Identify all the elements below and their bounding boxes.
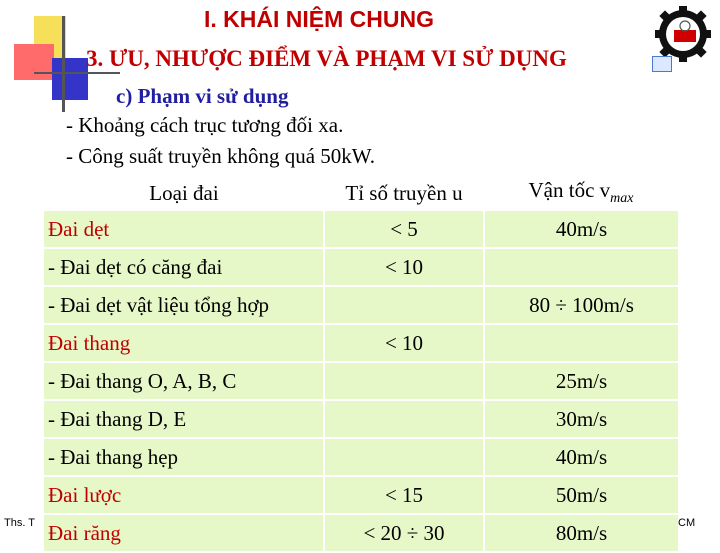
corner-horizontal-line (34, 72, 120, 74)
cell-ratio: < 5 (324, 211, 484, 248)
cell-ratio (324, 400, 484, 438)
small-book-icon (652, 56, 672, 72)
table-row (44, 438, 678, 476)
cell-ratio (324, 438, 484, 476)
cell-velocity: 80 ÷ 100m/s (484, 286, 678, 324)
cell-ratio: < 20 ÷ 30 (324, 514, 484, 552)
cell-ratio (324, 362, 484, 400)
cell-type: Đai lược (44, 476, 324, 514)
cell-type: - Đai dẹt vật liệu tổng hợp (44, 286, 324, 324)
table-header-row (44, 175, 678, 211)
cell-type: - Đai thang hẹp (44, 438, 324, 476)
cell-velocity: 80m/s (484, 514, 678, 552)
header-velocity (484, 175, 678, 211)
cell-velocity (484, 248, 678, 286)
cell-velocity: 25m/s (484, 362, 678, 400)
corner-red-square (14, 44, 54, 80)
header-velocity-subscript: max (610, 191, 634, 207)
table-row (44, 514, 678, 552)
corner-vertical-line (62, 16, 65, 112)
footer-left-text: Ths. T (4, 517, 35, 529)
cell-type: Đai dẹt (44, 211, 324, 248)
table-row (44, 211, 678, 248)
cell-type: - Đai thang D, E (44, 400, 324, 438)
table-row (44, 248, 678, 286)
header-ratio: Tỉ số truyền u (324, 175, 484, 211)
footer-right-text: CM (678, 517, 696, 529)
cell-ratio: < 10 (324, 248, 484, 286)
cell-type: - Đai dẹt có căng đai (44, 248, 324, 286)
header-velocity-label: Vận tốc v (528, 178, 611, 203)
table-row (44, 476, 678, 514)
table-row (44, 324, 678, 362)
subsection-heading: c) Phạm vi sử dụng (116, 84, 289, 108)
table-row (44, 400, 678, 438)
cell-type: Đai thang (44, 324, 324, 362)
header-belt-type: Loại đai (44, 175, 324, 211)
cell-ratio (324, 286, 484, 324)
cell-ratio: < 15 (324, 476, 484, 514)
bullet-power: - Công suất truyền không quá 50kW. (66, 144, 375, 168)
cell-velocity: 30m/s (484, 400, 678, 438)
cell-velocity: 50m/s (484, 476, 678, 514)
cell-type: - Đai thang O, A, B, C (44, 362, 324, 400)
cell-type: Đai răng (44, 514, 324, 552)
belt-types-table (44, 175, 678, 553)
slide-title: I. KHÁI NIỆM CHUNG (204, 6, 434, 32)
cell-velocity: 40m/s (484, 211, 678, 248)
bullet-distance: - Khoảng cách trục tương đối xa. (66, 113, 344, 137)
cell-velocity: 40m/s (484, 438, 678, 476)
corner-blue-square (52, 58, 88, 100)
cell-velocity (484, 324, 678, 362)
table-row (44, 286, 678, 324)
cell-ratio: < 10 (324, 324, 484, 362)
table-row (44, 362, 678, 400)
section-title: 3. ƯU, NHƯỢC ĐIỂM VÀ PHẠM VI SỬ DỤNG (86, 46, 567, 71)
